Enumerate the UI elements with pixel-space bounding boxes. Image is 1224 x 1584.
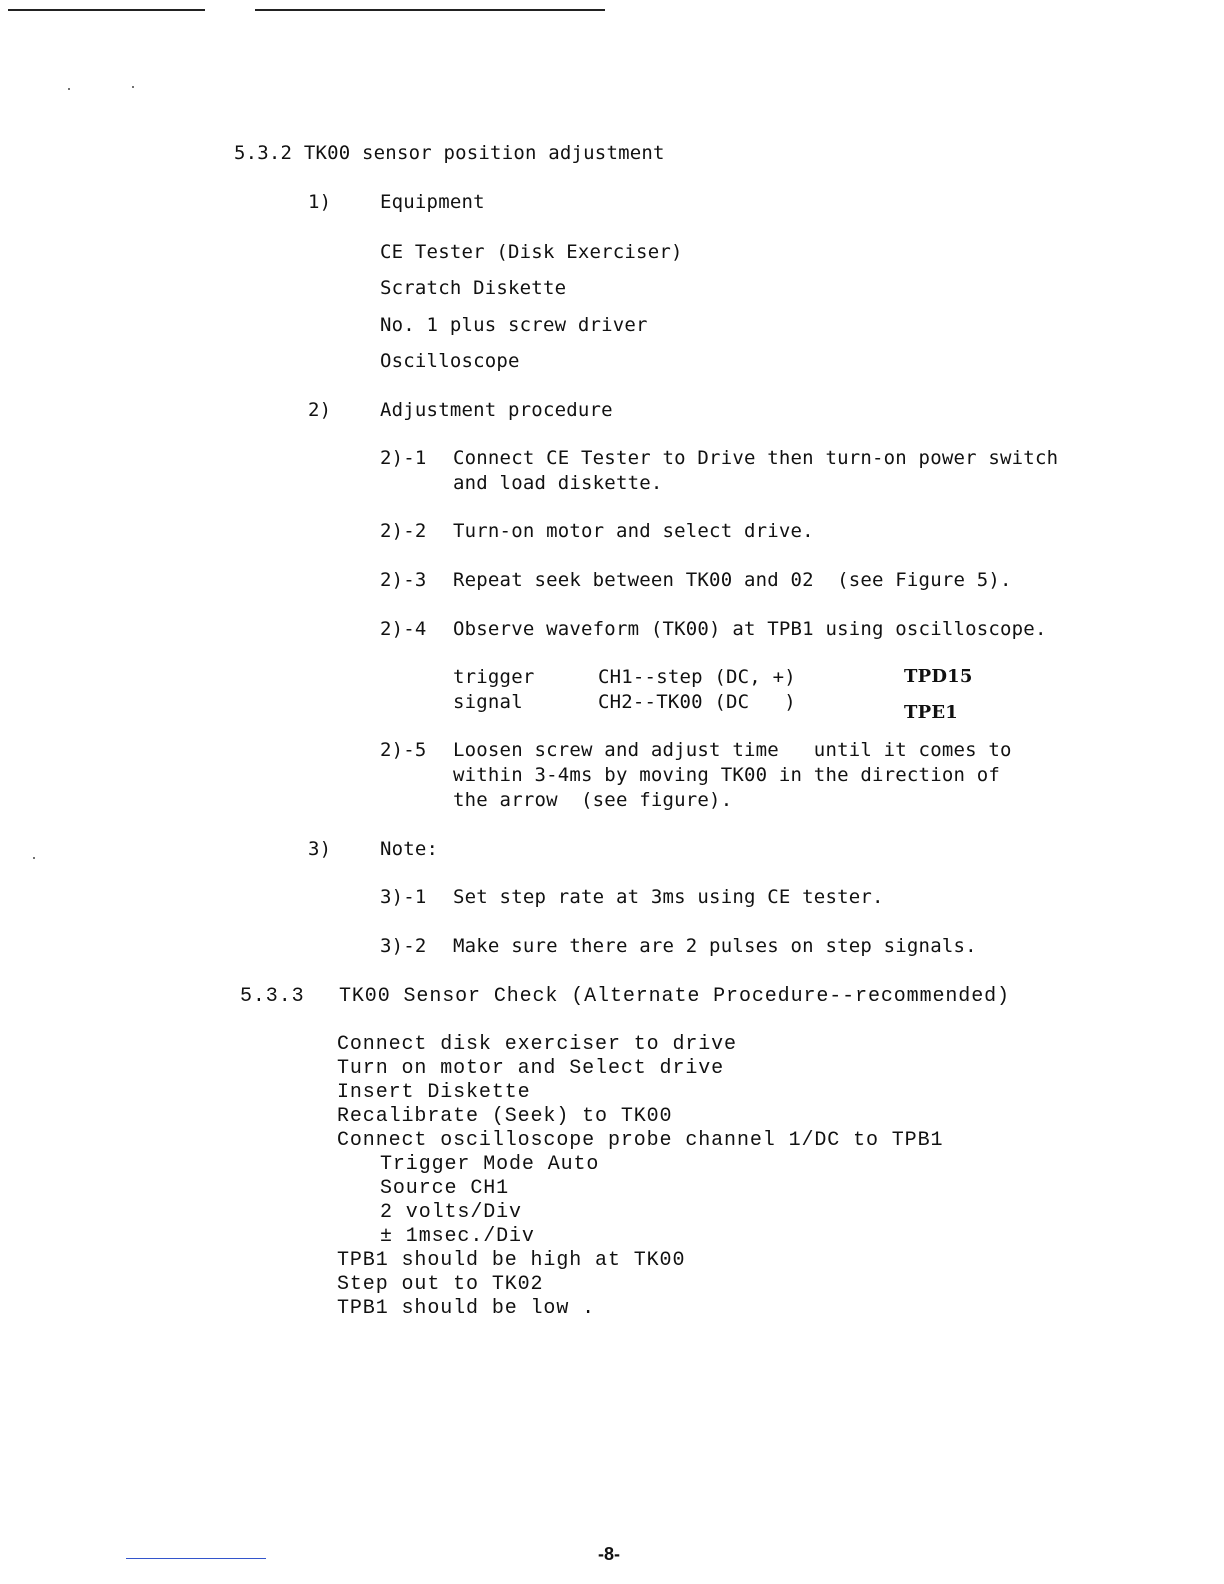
step-text: Repeat seek between TK00 and 02 (see Figure 5). (453, 569, 1012, 591)
top-rule-right (255, 9, 605, 11)
step-number: 2)-1 (380, 447, 427, 469)
footer-rule (126, 1558, 266, 1559)
note-step-number: 3)-2 (380, 935, 427, 957)
step-text: Turn-on motor and select drive. (453, 520, 814, 542)
note-step-number: 3)-1 (380, 886, 427, 908)
check-line: Turn on motor and Select drive (337, 1057, 725, 1080)
check-line: TPB1 should be low . (337, 1297, 596, 1320)
check-line: Recalibrate (Seek) to TK00 (337, 1105, 673, 1128)
step-text: within 3-4ms by moving TK00 in the direction of (453, 764, 1001, 786)
item-number-3: 3) (308, 838, 332, 860)
equipment-item: Oscilloscope (380, 350, 520, 372)
step-text: Loosen screw and adjust time until it comes to (453, 739, 1012, 761)
step-number: 2)-2 (380, 520, 427, 542)
check-line: Connect oscilloscope probe channel 1/DC to TPB1 (337, 1129, 944, 1152)
check-line-indented: 2 volts/Div (380, 1201, 522, 1224)
scope-trigger-value: CH1--step (DC, +) (598, 666, 796, 688)
check-line-indented: ± 1msec./Div (380, 1225, 535, 1248)
scan-speck (68, 88, 70, 90)
equipment-item: Scratch Diskette (380, 277, 567, 299)
top-rule-left (8, 9, 205, 11)
section-heading-533-text: TK00 Sensor Check (Alternate Procedure--recommended) (339, 985, 1010, 1008)
check-line: TPB1 should be high at TK00 (337, 1249, 686, 1272)
check-line: Step out to TK02 (337, 1273, 544, 1296)
procedure-title: Adjustment procedure (380, 399, 613, 421)
page-number: -8- (598, 1544, 620, 1564)
step-number: 2)-4 (380, 618, 427, 640)
scope-trigger-label: trigger (453, 666, 535, 688)
section-heading-532: 5.3.2 TK00 sensor position adjustment (234, 142, 665, 164)
scope-signal-testpoint: TPE1 (904, 702, 958, 723)
item-number-1: 1) (308, 191, 332, 213)
note-title: Note: (380, 838, 439, 860)
scan-speck (33, 857, 35, 859)
equipment-item: No. 1 plus screw driver (380, 314, 648, 336)
scan-speck (132, 86, 134, 88)
scope-trigger-testpoint: TPD15 (904, 666, 973, 687)
check-line-indented: Trigger Mode Auto (380, 1153, 600, 1176)
step-text: Connect CE Tester to Drive then turn-on power switch (453, 447, 1059, 469)
scope-signal-label: signal (453, 691, 523, 713)
check-line: Insert Diskette (337, 1081, 531, 1104)
note-step-text: Set step rate at 3ms using CE tester. (453, 886, 884, 908)
check-line: Connect disk exerciser to drive (337, 1033, 737, 1056)
step-text: the arrow (see figure). (453, 789, 733, 811)
step-number: 2)-3 (380, 569, 427, 591)
step-text: Observe waveform (TK00) at TPB1 using oscilloscope. (453, 618, 1047, 640)
equipment-title: Equipment (380, 191, 485, 213)
item-number-2: 2) (308, 399, 332, 421)
check-line-indented: Source CH1 (380, 1177, 510, 1200)
note-step-text: Make sure there are 2 pulses on step signals. (453, 935, 977, 957)
section-heading-533-number: 5.3.3 (240, 985, 305, 1008)
scope-signal-value: CH2--TK00 (DC ) (598, 691, 796, 713)
equipment-item: CE Tester (Disk Exerciser) (380, 241, 683, 263)
step-number: 2)-5 (380, 739, 427, 761)
step-text: and load diskette. (453, 472, 663, 494)
